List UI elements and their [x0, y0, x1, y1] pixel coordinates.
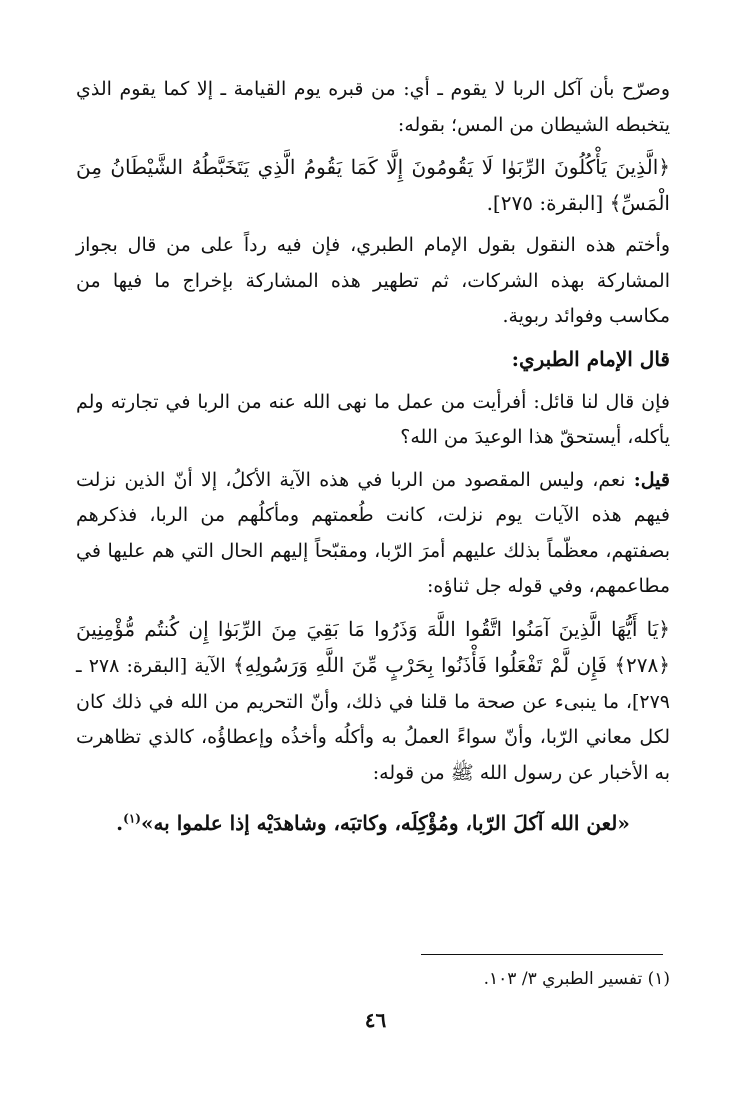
paragraph-4-text: نعم، وليس المقصود من الربا في هذه الآية الأكلُ، إلا أنّ الذين نزلت فيهم هذه الآيات يوم نزلت، كانت طُعمتهم ومأكلُهم من الربا، فذكرهم بصفتهم، معظّماً بذلك عليهم أمرَ الرّبا، ومقبّحاً إليهم الحال التي هم عليها في مطاعمهم، وفي قوله جل ثناؤه:: [76, 468, 670, 597]
paragraph-2: وأختم هذه النقول بقول الإمام الطبري، فإن فيه رداً على من قال بجواز المشاركة بهذه الشركات، ثم تطهير هذه المشاركة بإخراج ما فيها من مكاسب وفوائد ربوية.: [76, 234, 670, 327]
hadith-end-punctuation: .: [116, 811, 124, 835]
verse-1-text: ﴿الَّذِينَ يَأْكُلُونَ الرِّبَوٰا لَا يَقُومُونَ إِلَّا كَمَا يَقُومُ الَّذِي يَتَخَبَّطُهُ الشَّيْطَانُ مِنَ الْمَسِّ﴾: [76, 155, 670, 215]
quran-verse-2-block: [76, 612, 670, 792]
verse-1-reference: [البقرة: ٢٧٥].: [486, 190, 604, 215]
footnote-marker: (١): [123, 811, 141, 826]
paragraph-4-lead: قيل:: [633, 468, 670, 491]
section-heading: قال الإمام الطبري:: [511, 346, 670, 371]
hadith-text: «لعن الله آكلَ الرّبا، ومُؤْكِلَه، وكاتبَه، وشاهدَيْه إذا علموا به»: [140, 811, 630, 835]
footnote-divider: [421, 954, 663, 955]
paragraph-3: فإن قال لنا قائل: أفرأيت من عمل ما نهى الله عنه من الربا في تجارته ولم يأكله، أيستحقّ هذا الوعيدَ من الله؟: [76, 390, 670, 448]
verse-2-commentary: الآية [البقرة: ٢٧٨ ـ ٢٧٩]، ما ينبىء عن صحة ما قلنا في ذلك، وأنّ التحريم من الله في ذلك كان لكل معاني الرّبا، وأنّ سواءً العملُ به وأكلُه وأخذُه وإعطاؤُه، كالذي تظاهرت به الأخبار عن رسول الله ﷺ من قوله:: [76, 655, 670, 784]
page-number: ٤٦: [364, 1008, 387, 1032]
hadith-quote: [76, 805, 670, 841]
paragraph-1: وصرّح بأن آكل الربا لا يقوم ـ أي: من قبره يوم القيامة ـ إلا كما يقوم الذي يتخبطه الشيطان من المس؛ بقوله:: [76, 78, 670, 136]
footnote: (١) تفسير الطبري ٣/ ١٠٣.: [483, 969, 670, 989]
verse-2-text: ﴿يَا أَيُّهَا الَّذِينَ آمَنُوا اتَّقُوا اللَّهَ وَذَرُوا مَا بَقِيَ مِنَ الرِّبَوٰا إِن كُنتُم مُّؤْمِنِينَ ﴿٢٧٨﴾ فَإِن لَّمْ تَفْعَلُوا فَأْذَنُوا بِحَرْبٍ مِّنَ اللَّهِ وَرَسُولِهِ﴾: [76, 616, 670, 677]
paragraph-4: [76, 463, 670, 605]
page-body: [76, 72, 670, 841]
quran-verse-1: [76, 150, 670, 221]
